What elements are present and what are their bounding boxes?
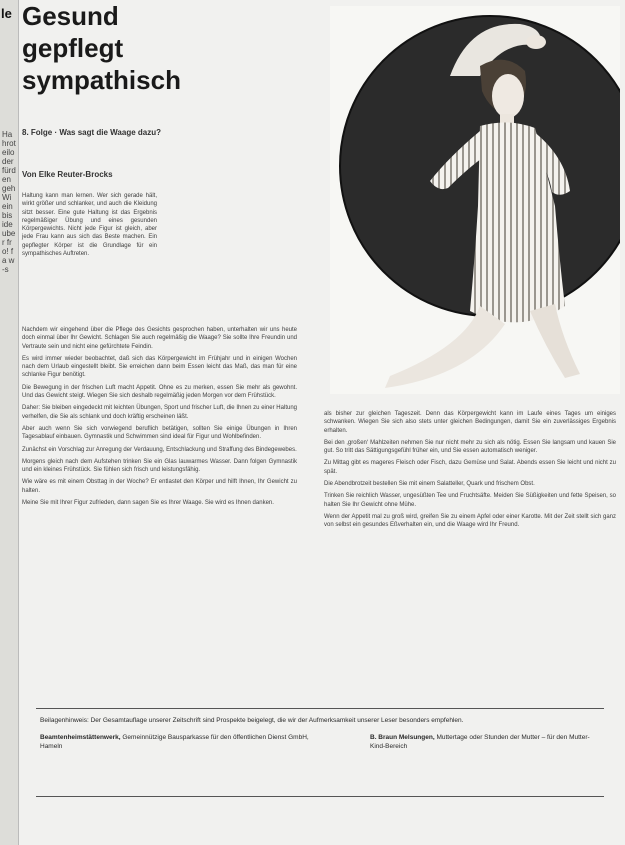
advertiser-name: B. Braun Melsungen, [370, 734, 435, 741]
right-text-column [324, 410, 616, 534]
paragraph: Daher: Sie bleiben eingedeckt mit leichten Übungen, Sport und frischer Luft, die Ihnen zu einer Haltung verhelfen, die Sie als schlank und doch kräftig erscheinen läßt. [22, 405, 297, 420]
article-title [22, 0, 181, 96]
article-subtitle: 8. Folge · Was sagt die Waage dazu? [22, 128, 161, 137]
facing-page-edge [0, 0, 19, 845]
facing-page-text: Hahroteiloder fürden geh Wi ein bis ide uber fro! fa w-s [2, 130, 16, 274]
divider [36, 708, 604, 709]
paragraph: Zunächst ein Vorschlag zur Anregung der Verdauung, Entschlackung und Straffung des Bindegewebes. [22, 446, 297, 453]
model-photo [330, 6, 620, 394]
article-author: Von Elke Reuter-Brocks [22, 170, 113, 179]
insert-notice-intro: Beilagenhinweis: Der Gesamtauflage unserer Zeitschrift sind Prospekte beigelegt, die wir der Aufmerksamkeit unserer Leser besonders empfehlen. [40, 717, 464, 724]
paragraph: Morgens gleich nach dem Aufstehen trinken Sie ein Glas lauwarmes Wasser. Dann folgen Gymnastik und ein kleines Frühstück. Sie fühlen sich frisch und leistungsfähig. [22, 458, 297, 474]
insert-notice [40, 716, 600, 751]
paragraph: Nachdem wir eingehend über die Pflege des Gesichts gesprochen haben, unterhalten wir uns heute doch einmal über Ihr Gewicht. Schlagen Sie auch regelmäßig die Waage? Sie sollte Ihre Freundin und Vertraute sein und nicht eine gefürchtete Feindin. [22, 327, 297, 350]
paragraph: Aber auch wenn Sie sich vorwiegend beruflich betätigen, sollten Sie einige Übungen in Ihren Tagesablauf einbauen. Gymnastik und Schwimmen sind ideal für Figur und Wohlbefinden. [22, 425, 297, 441]
paragraph: Zu Mittag gibt es mageres Fleisch oder Fisch, dazu Gemüse und Salat. Abends essen Sie leicht und nicht zu spät. [324, 460, 616, 475]
advertiser-description: Gemeinnützige Bausparkasse für den öffentlichen Dienst GmbH, Hameln [40, 734, 309, 750]
left-text-column [22, 326, 297, 511]
facing-page-label: le [1, 6, 12, 21]
paragraph: Meine Sie mit Ihrer Figur zufrieden, dann sagen Sie es Ihrer Waage. Sie wird es Ihnen danken. [22, 500, 274, 507]
advertiser-description: Muttertage oder Stunden der Mutter – für den Mutter-Kind-Bereich [370, 734, 590, 750]
paragraph: Bei den ‚großen‘ Mahlzeiten nehmen Sie nur nicht mehr zu sich als nötig. Essen Sie langsam und kauen Sie gut. So tritt das Sättigungsgefühl früher ein, und Sie essen automatisch weniger. [324, 439, 616, 455]
paragraph: Die Bewegung in der frischen Luft macht Appetit. Ohne es zu merken, essen Sie mehr als gewohnt. Und das Gewicht steigt. Wiegen Sie sich deshalb regelmäßig jeden Morgen vor dem Frühstück. [22, 384, 297, 400]
insert-notice-left [40, 733, 320, 751]
paragraph: Wie wäre es mit einem Obsttag in der Woche? Er entlastet den Körper und hilft Ihnen, Ihr Gewicht zu halten. [22, 479, 297, 494]
title-line: gepflegt [22, 33, 124, 63]
title-line: Gesund [22, 1, 119, 31]
photo-illustration [330, 6, 620, 394]
paragraph: als bisher zur gleichen Tageszeit. Denn das Körpergewicht kann im Laufe eines Tages um einiges schwanken. Wiegen Sie sich also stets unter gleichen Bedingungen, damit Sie ein zuverlässiges Ergebnis erhalten. [324, 411, 616, 434]
insert-notice-row [40, 733, 600, 751]
intro-paragraph: Haltung kann man lernen. Wer sich gerade hält, wirkt größer und schlanker, und auch die Kleidung sitzt besser. Eine gute Haltung ist das Ergebnis regelmäßiger Übung und eines gesunden Körpergewichts. Nicht jede Figur ist gleich, aber jede Frau kann aus sich das Beste machen. Ein gepflegter Körper ist die Grundlage für ein sympathisches Auftreten. [22, 193, 157, 258]
paragraph: Trinken Sie reichlich Wasser, ungesüßten Tee und Fruchtsäfte. Meiden Sie Süßigkeiten und fette Speisen, so halten Sie Ihr Gewicht ohne Mühe. [324, 493, 616, 508]
paragraph: Wenn der Appetit mal zu groß wird, greifen Sie zu einem Apfel oder einer Karotte. Mit der Zeit stellt sich ganz von selbst ein gesundes Eßverhalten ein, und die Waage wird Ihr Freund. [324, 513, 616, 529]
advertiser-name: Beamtenheimstättenwerk, [40, 734, 121, 741]
title-line: sympathisch [22, 65, 181, 95]
divider [36, 796, 604, 797]
paragraph: Es wird immer wieder beobachtet, daß sich das Körpergewicht im Frühjahr und in einigen Wochen nach dem Urlaub eingestellt bleibt. Sie erreichen dann beim Essen leicht das Maß, das man für eine schlanke Figur benötigt. [22, 355, 297, 379]
insert-notice-right [370, 733, 600, 751]
paragraph: Die Abendbrotzeit bestellen Sie mit einem Salatteller, Quark und frischem Obst. [324, 481, 535, 488]
